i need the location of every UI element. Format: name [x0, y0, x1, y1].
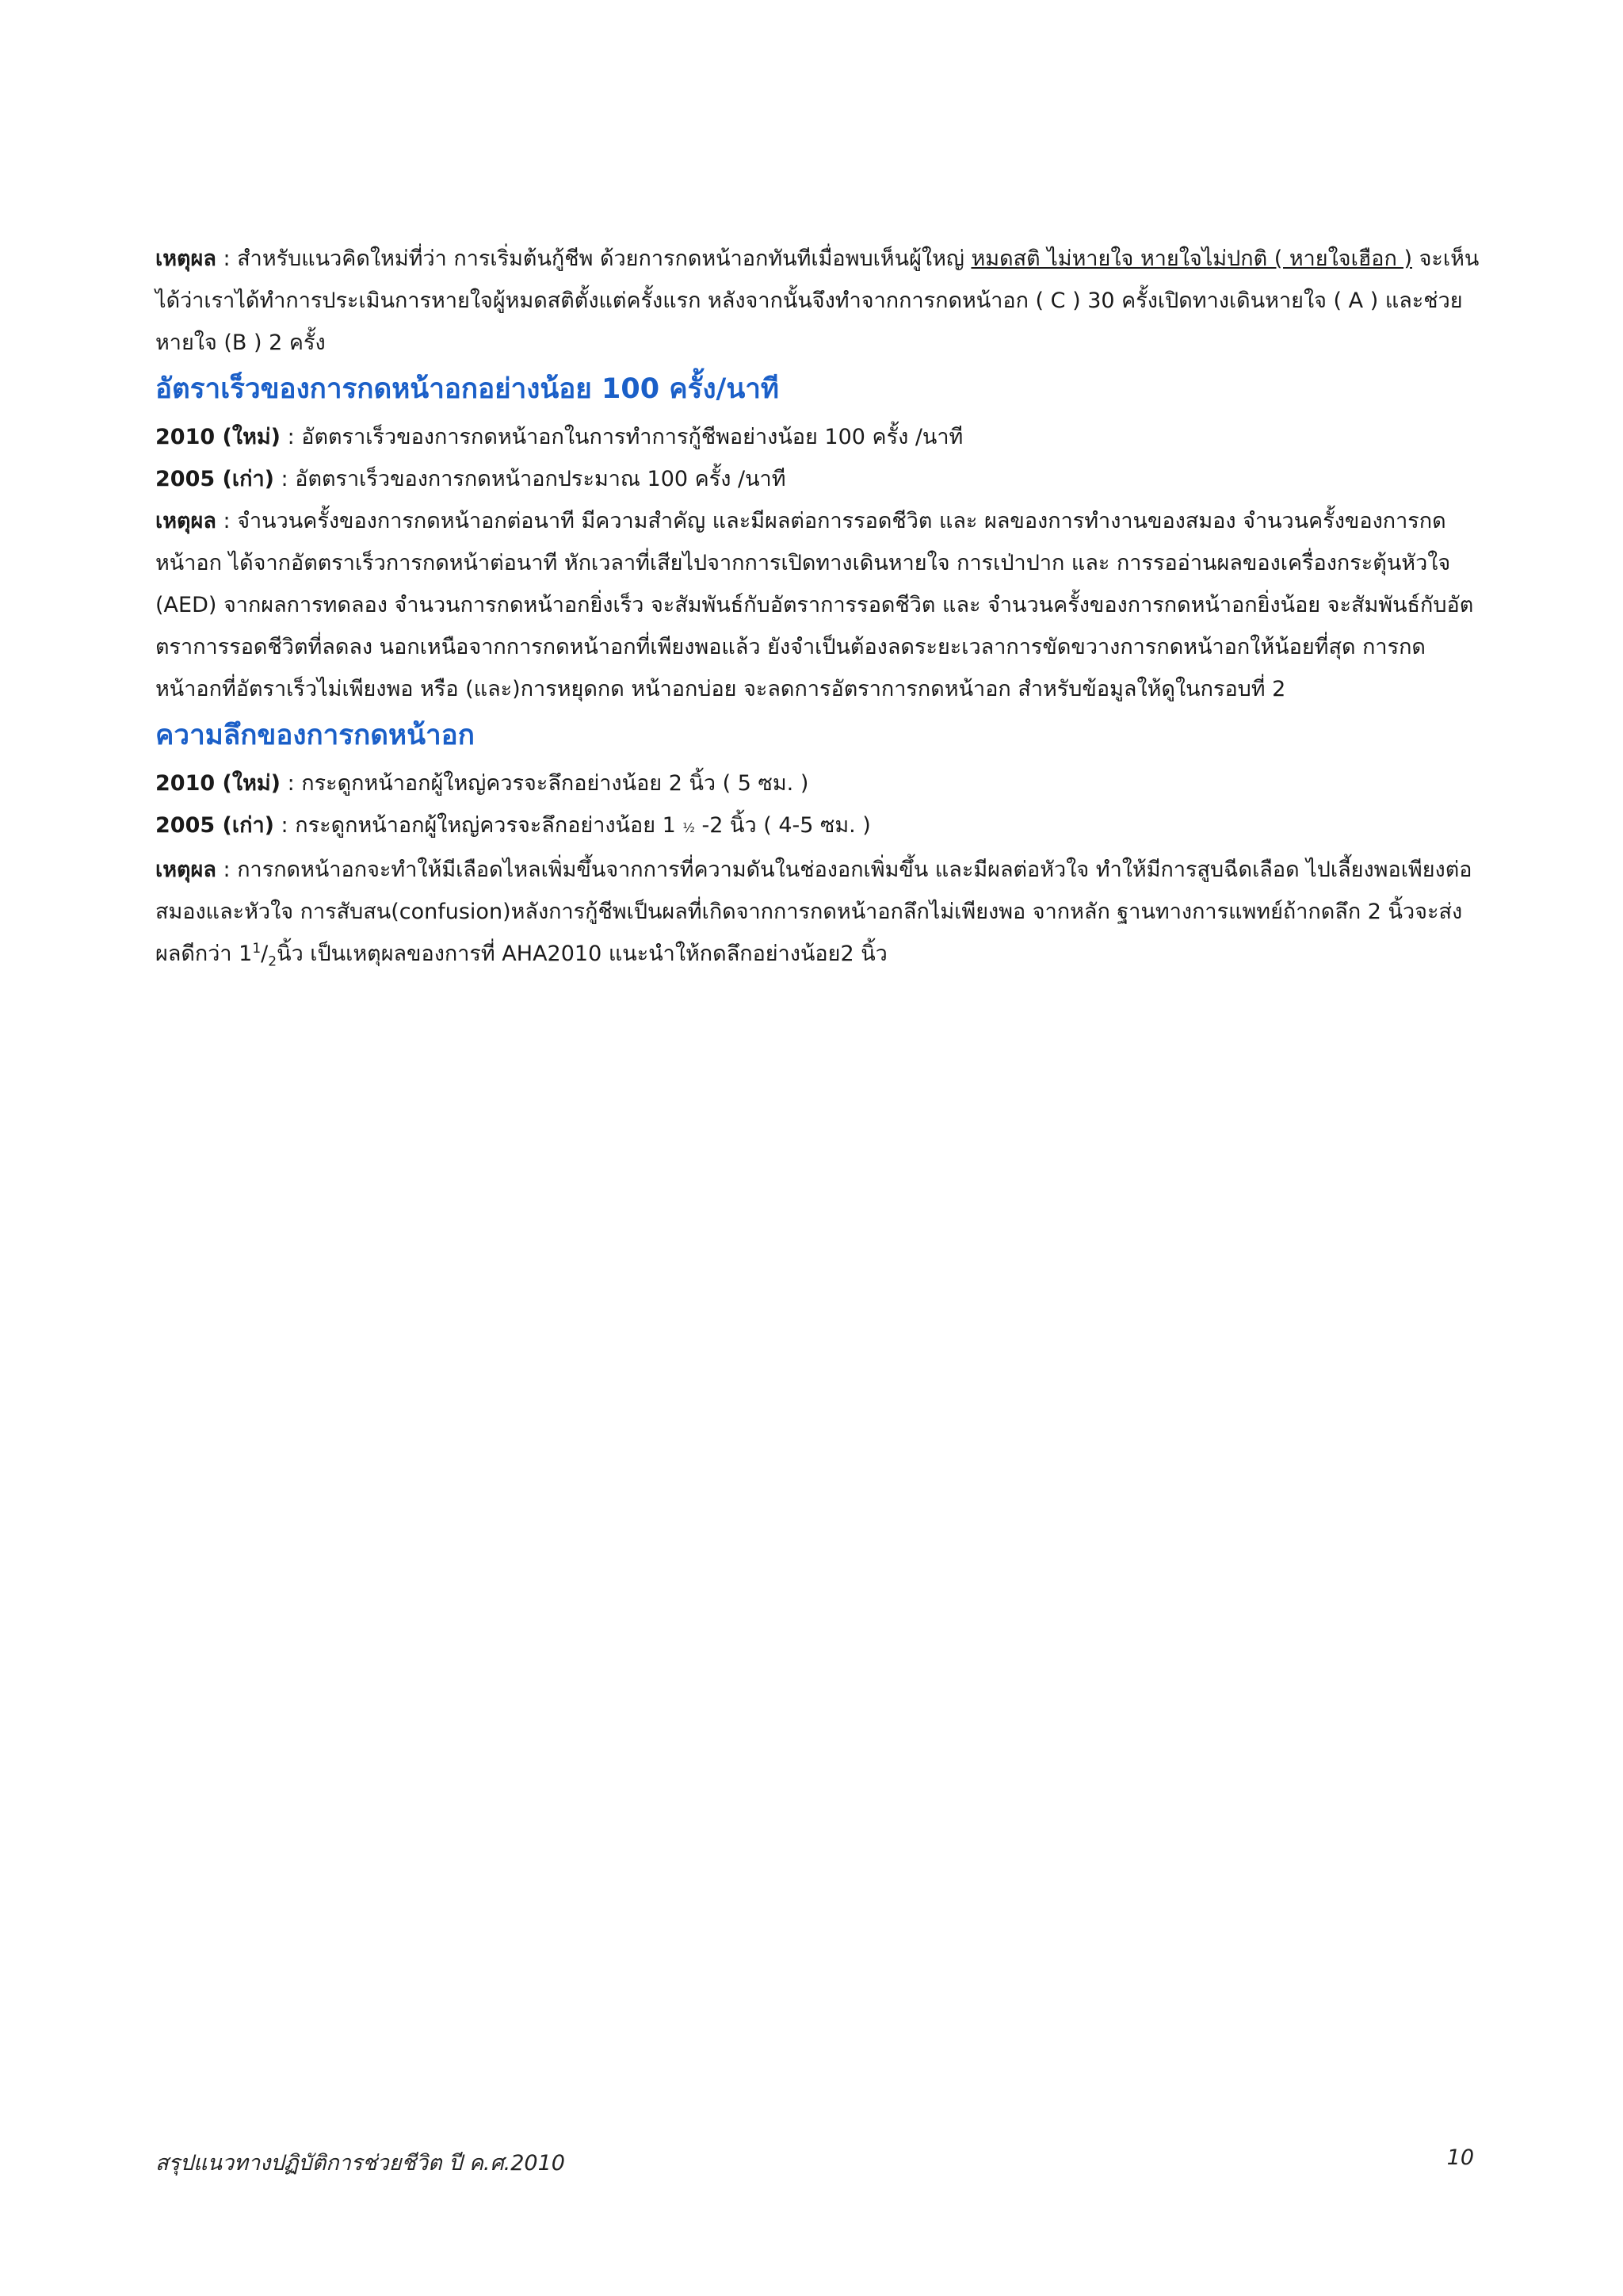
old-label: 2005 (เก่า) [155, 467, 274, 491]
footer-title: สรุปแนวทางปฏิบัติการช่วยชีวิต ปี ค.ศ.2010 [155, 2151, 565, 2176]
new-label: 2010 (ใหม่) [155, 425, 281, 449]
reason-paragraph-depth [155, 849, 1487, 975]
reason-paragraph-intro [155, 238, 1487, 364]
new-label: 2010 (ใหม่) [155, 771, 281, 796]
separator: : [216, 246, 238, 271]
document-body [155, 238, 1487, 975]
fraction-slash: / [261, 942, 269, 966]
old-text: : อัตตราเร็วของการกดหน้าอกประมาณ 100 ครั้ง /นาที [273, 467, 786, 491]
old-guideline-rate [155, 458, 1487, 500]
reason-label: เหตุผล [155, 858, 216, 882]
reason-label: เหตุผล [155, 246, 216, 271]
new-guideline-rate [155, 416, 1487, 458]
fraction-denominator: 2 [268, 953, 277, 970]
new-text: : อัตตราเร็วของการกดหน้าอกในการทำการกู้ชีพอย่างน้อย 100 ครั้ง /นาที [281, 425, 964, 449]
underlined-text: หมดสติ ไม่หายใจ หายใจไม่ปกติ ( หายใจเฮือก ) [971, 246, 1412, 271]
section-heading-depth: ความลึกของการกดหน้าอก [155, 720, 475, 751]
paragraph-text: จะเห็นได้ว่าเราได้ทำการประเมินการหายใจผู้หมดสติตั้งแต่ครั้งแรก หลังจากนั้นจึงทำจากการกดหน้าอก ( C ) 30 ครั้งเปิดทางเดินหายใจ ( A ) และช่วยหายใจ (B ) 2 ครั้ง [155, 246, 1480, 355]
old-text: : กระดูกหน้าอกผู้ใหญ่ควรจะลึกอย่างน้อย 1 [273, 813, 683, 838]
reason-text: : จำนวนครั้งของการกดหน้าอกต่อนาที มีความสำคัญ และมีผลต่อการรอดชีวิต และ ผลของการทำงานของสมอง จำนวนครั้งของการกดหน้าอก ได้จากอัตตราเร็วการกดหน้าต่อนาที หักเวลาที่เสียไปจากการเปิดทางเดินหายใจ การเป่าปาก และ การรออ่านผลของเครื่องกระตุ้นหัวใจ (AED) จากผลการทดลอง จำนวนการกดหน้าอกยิ่งเร็ว จะสัมพันธ์กับอัตราการรอดชีวิต และ จำนวนครั้งของการกดหน้าอกยิ่งน้อย จะสัมพันธ์กับอัตตราการรอดชีวิตที่ลดลง นอกเหนือจากการกดหน้าอกที่เพียงพอแล้ว ยังจำเป็นต้องลดระยะเวลาการขัดขวางการกดหน้าอกให้น้อยที่สุด การกดหน้าอกที่อัตราเร็วไม่เพียงพอ หรือ (และ)การหยุดกด หน้าอกบ่อย จะลดการอัตราการกดหน้าอก สำหรับข้อมูลให้ดูในกรอบที่ 2 [155, 509, 1474, 701]
new-text: : กระดูกหน้าอกผู้ใหญ่ควรจะลึกอย่างน้อย 2 นิ้ว ( 5 ซม. ) [281, 771, 809, 796]
paragraph-text: สำหรับแนวคิดใหม่ที่ว่า การเริ่มต้นกู้ชีพ ด้วยการกดหน้าอกทันทีเมื่อพบเห็นผู้ใหญ่ [237, 246, 972, 271]
section-heading-rate: อัตราเร็วของการกดหน้าอกอย่างน้อย 100 ครั้ง/นาที [155, 373, 779, 405]
reason-paragraph-rate [155, 500, 1487, 710]
old-text: -2 นิ้ว ( 4-5 ซม. ) [694, 813, 871, 838]
reason-label: เหตุผล [155, 509, 216, 533]
new-guideline-depth [155, 762, 1487, 804]
fraction-half: ½ [682, 820, 695, 835]
page-footer [155, 2145, 1474, 2179]
reason-text: นิ้ว เป็นเหตุผลของการที่ AHA2010 แนะนำให้กดลึกอย่างน้อย2 นิ้ว [277, 942, 888, 966]
old-label: 2005 (เก่า) [155, 813, 274, 838]
reason-text: : การกดหน้าอกจะทำให้มีเลือดไหลเพิ่มขึ้นจากการที่ความดันในช่องอกเพิ่มขึ้น และมีผลต่อหัวใจ ทำให้มีการสูบฉีดเลือด ไปเลี้ยงพอเพียงต่อสมองและหัวใจ การสับสน(confusion)หลังการกู้ชีพเป็นผลที่เกิดจากการกดหน้าอกลึกไม่เพียงพอ จากหลัก ฐานทางการแพทย์ถ้ากดลึก 2 นิ้วจะส่งผลดีกว่า 1 [155, 858, 1472, 966]
page-number: 10 [1446, 2145, 1474, 2170]
old-guideline-depth [155, 804, 1487, 849]
fraction-numerator: 1 [252, 941, 262, 957]
